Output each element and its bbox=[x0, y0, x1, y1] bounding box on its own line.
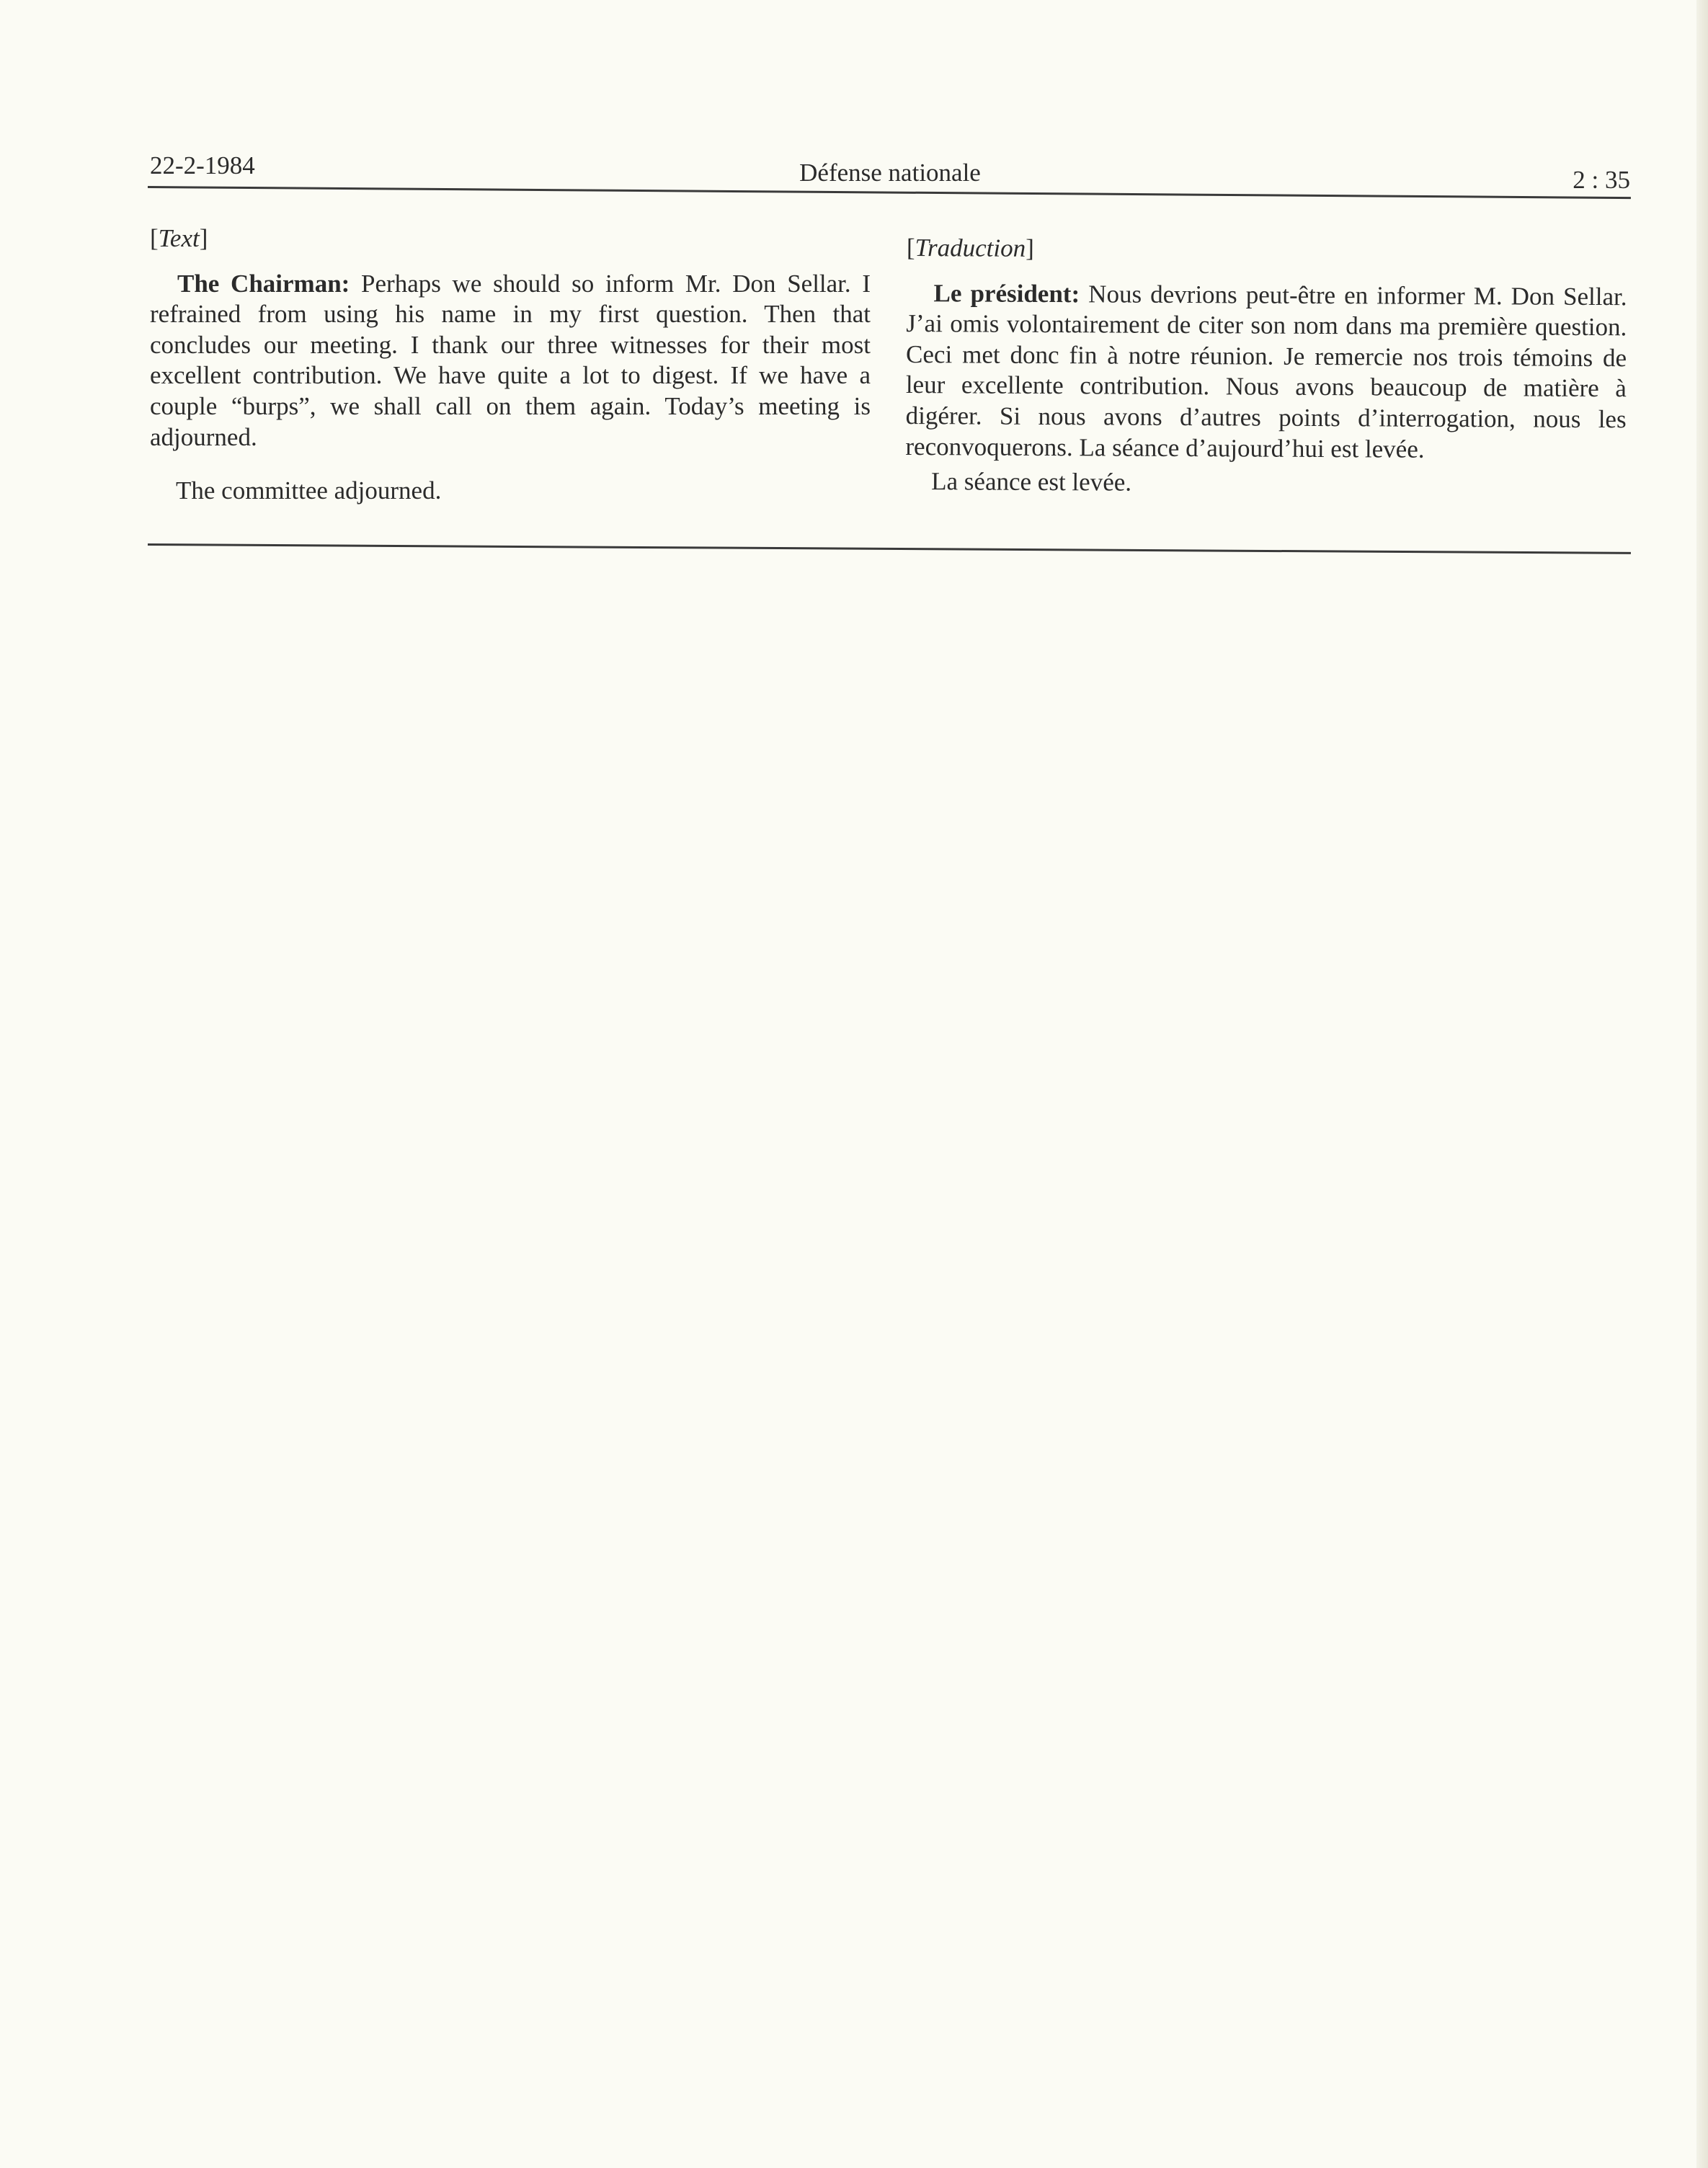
english-closing-line: The committee adjourned. bbox=[176, 476, 442, 505]
french-statement-text: Nous devrions peut-être en informer M. Don Sellar. J’ai omis volontairement de citer son nom dans ma première question. Ceci met donc fin à notre réunion. Je remercie nos trois témoins de leur excellente contribution. Nous avons beaucoup de matière à digérer. Si nous avons d’autres points d’interrogation, nous les reconvoquerons. La séance d’aujourd’hui est levée. bbox=[905, 279, 1627, 463]
section-end-rule bbox=[148, 543, 1631, 554]
page-edge bbox=[1696, 0, 1708, 2168]
english-statement-paragraph bbox=[150, 269, 871, 453]
header-date: 22-2-1984 bbox=[150, 151, 255, 179]
label-close-bracket: ] bbox=[1026, 234, 1034, 262]
label-close-bracket: ] bbox=[199, 224, 208, 252]
french-column bbox=[905, 233, 1627, 501]
english-column bbox=[150, 223, 871, 507]
english-speaker-name: The Chairman: bbox=[177, 269, 350, 298]
label-text: Text bbox=[158, 224, 200, 252]
header-page-number: 2 : 35 bbox=[1573, 166, 1630, 194]
label-open-bracket: [ bbox=[906, 234, 915, 262]
french-closing-line: La séance est levée. bbox=[931, 467, 1132, 497]
french-column-label bbox=[907, 233, 1627, 267]
french-speaker-name: Le président: bbox=[933, 278, 1080, 308]
french-statement-paragraph bbox=[905, 278, 1627, 466]
label-open-bracket: [ bbox=[150, 224, 159, 252]
label-text: Traduction bbox=[915, 234, 1026, 262]
page-header bbox=[150, 148, 1630, 198]
english-column-label bbox=[150, 223, 871, 254]
english-statement-text: Perhaps we should so inform Mr. Don Sellar. I refrained from using his name in my first question. Then that concludes our meeting. I thank our three witnesses for their most excellent contribution. We have quite a lot to digest. If we have a couple “burps”, we shall call on them again. Today’s meeting is adjourned. bbox=[150, 269, 871, 451]
header-title: Défense nationale bbox=[799, 159, 981, 187]
